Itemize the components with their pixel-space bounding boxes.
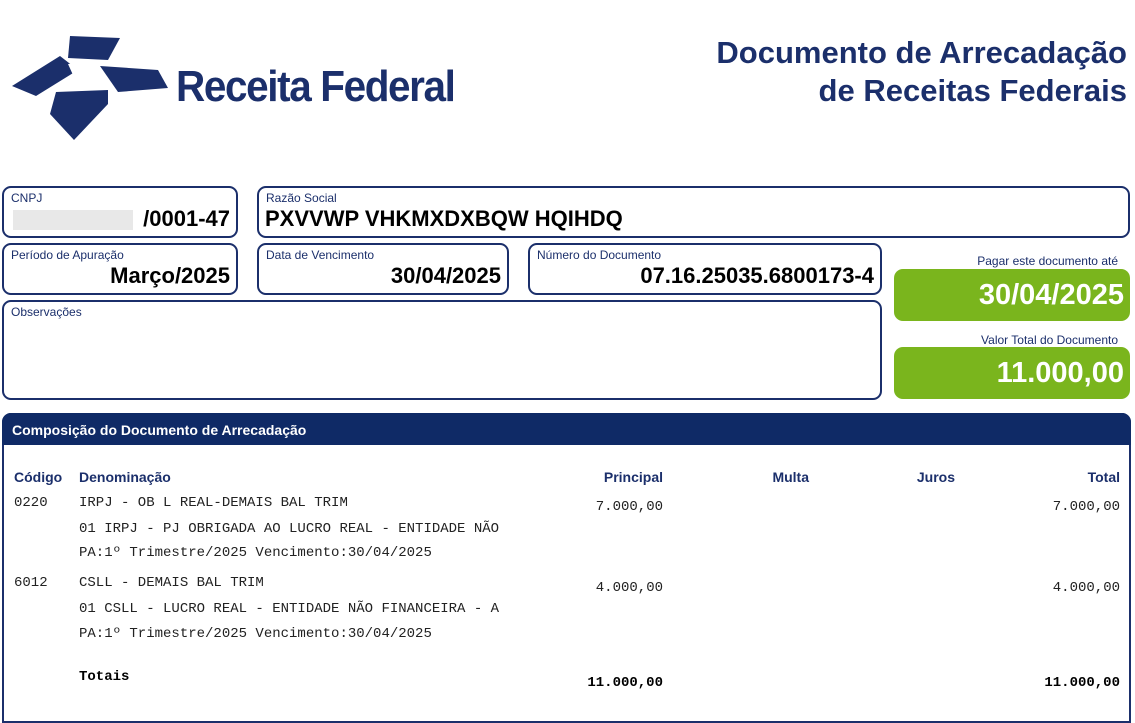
razao-social-label: Razão Social <box>266 191 337 205</box>
numero-documento-box <box>528 243 882 295</box>
row-denominacao-line: 01 IRPJ - PJ OBRIGADA AO LUCRO REAL - ENTIDADE NÃO <box>79 521 500 537</box>
observacoes-box <box>2 300 882 400</box>
row-codigo: 0220 <box>14 495 48 511</box>
vencimento-label: Data de Vencimento <box>266 248 375 262</box>
row-denominacao-line: PA:1º Trimestre/2025 Vencimento:30/04/2025 <box>79 626 432 642</box>
pay-until-label: Pagar este documento até <box>977 254 1118 268</box>
document-title <box>716 34 1127 110</box>
column-denominacao: Denominação <box>79 469 171 485</box>
receita-federal-logo-icon <box>8 30 168 142</box>
pay-until-value: 30/04/2025 <box>894 269 1130 321</box>
periodo-value: Março/2025 <box>110 263 230 288</box>
document-title-line1: Documento de Arrecadação <box>716 35 1127 70</box>
composition-header: Composição do Documento de Arrecadação <box>2 413 1131 445</box>
vencimento-value: 30/04/2025 <box>390 263 501 288</box>
cnpj-label: CNPJ <box>11 191 43 205</box>
vencimento-box <box>257 243 509 295</box>
razao-social-value: PXVVWP VHKMXDXBQW HQIHDQ <box>265 206 623 231</box>
periodo-label: Período de Apuração <box>11 248 124 262</box>
totals-label: Totais <box>79 669 130 685</box>
row-total: 4.000,00 <box>1052 580 1120 596</box>
cnpj-value-text: /0001-47 <box>143 206 230 231</box>
total-label: Valor Total do Documento <box>981 333 1118 347</box>
composition-panel <box>2 413 1131 723</box>
numero-documento-label: Número do Documento <box>537 248 662 262</box>
periodo-box <box>2 243 238 295</box>
row-denominacao-line: PA:1º Trimestre/2025 Vencimento:30/04/2025 <box>79 545 432 561</box>
cnpj-box <box>2 186 238 238</box>
document-title-line2: de Receitas Federais <box>818 73 1127 108</box>
column-principal: Principal <box>603 469 663 485</box>
numero-documento-value: 07.16.25035.6800173-4 <box>640 263 874 288</box>
totals-principal: 11.000,00 <box>587 675 663 691</box>
brand-name: Receita Federal <box>176 62 455 111</box>
observacoes-label: Observações <box>11 305 82 319</box>
column-multa: Multa <box>772 469 809 485</box>
column-juros: Juros <box>916 469 955 485</box>
row-principal: 4.000,00 <box>595 580 663 596</box>
totals-total: 11.000,00 <box>1044 675 1120 691</box>
row-total: 7.000,00 <box>1052 499 1120 515</box>
cnpj-value <box>13 206 230 232</box>
row-principal: 7.000,00 <box>595 499 663 515</box>
column-codigo: Código <box>14 469 63 485</box>
row-denominacao-line: 01 CSLL - LUCRO REAL - ENTIDADE NÃO FINANCEIRA - A <box>79 601 500 617</box>
row-codigo: 6012 <box>14 575 48 591</box>
column-total: Total <box>1087 469 1120 485</box>
total-value: 11.000,00 <box>894 347 1130 399</box>
row-denominacao-line: IRPJ - OB L REAL-DEMAIS BAL TRIM <box>79 495 348 511</box>
razao-social-box <box>257 186 1130 238</box>
row-denominacao-line: CSLL - DEMAIS BAL TRIM <box>79 575 264 591</box>
redaction-mask <box>13 210 133 230</box>
